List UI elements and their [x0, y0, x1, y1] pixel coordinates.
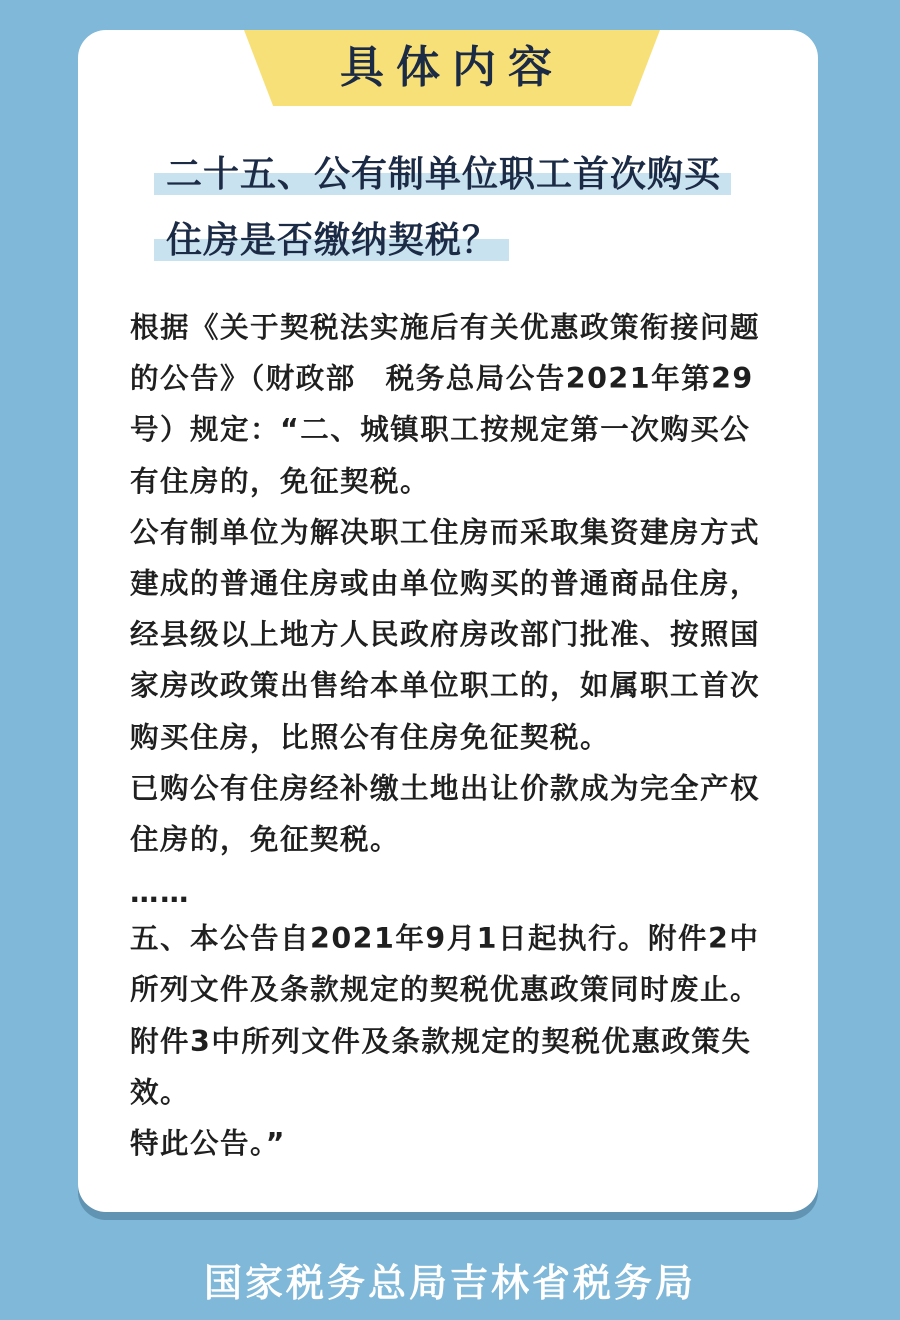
footer-organization: 国家税务总局吉林省税务局: [203, 1261, 696, 1305]
paragraph-basis: 根据《关于契税法实施后有关优惠政策衔接问题的公告》（财政部 税务总局公告2021年第29号）规定：“二、城镇职工按规定第一次购买公有住房的，免征契税。: [130, 311, 761, 498]
paragraph-ellipsis: ……: [130, 876, 190, 910]
question-text-1: 二十五、公有制单位职工首次购买: [166, 154, 722, 195]
answer-body: [130, 302, 770, 1169]
question-text-2: 住房是否缴纳契税？: [166, 220, 500, 261]
paragraph-effective-date: 五、本公告自2021年9月1日起执行。附件2中所列文件及条款规定的契税优惠政策同时废止。附件3中所列文件及条款规定的契税优惠政策失效。: [130, 922, 761, 1109]
paragraph-closing: 特此公告。”: [130, 1127, 286, 1161]
question-line-1: [166, 146, 721, 197]
paragraph-collective-housing: 公有制单位为解决职工住房而采取集资建房方式建成的普通住房或由单位购买的普通商品住房，经县级以上地方人民政府房改部门批准、按照国家房改政策出售给本单位职工的，如属职工首次购买住房，比照公有住房免征契税。: [130, 515, 761, 754]
question-line-2: [166, 212, 499, 263]
header-title: 具体内容: [340, 42, 564, 93]
paragraph-full-property: 已购公有住房经补缴土地出让价款成为完全产权住房的，免征契税。: [130, 771, 761, 857]
